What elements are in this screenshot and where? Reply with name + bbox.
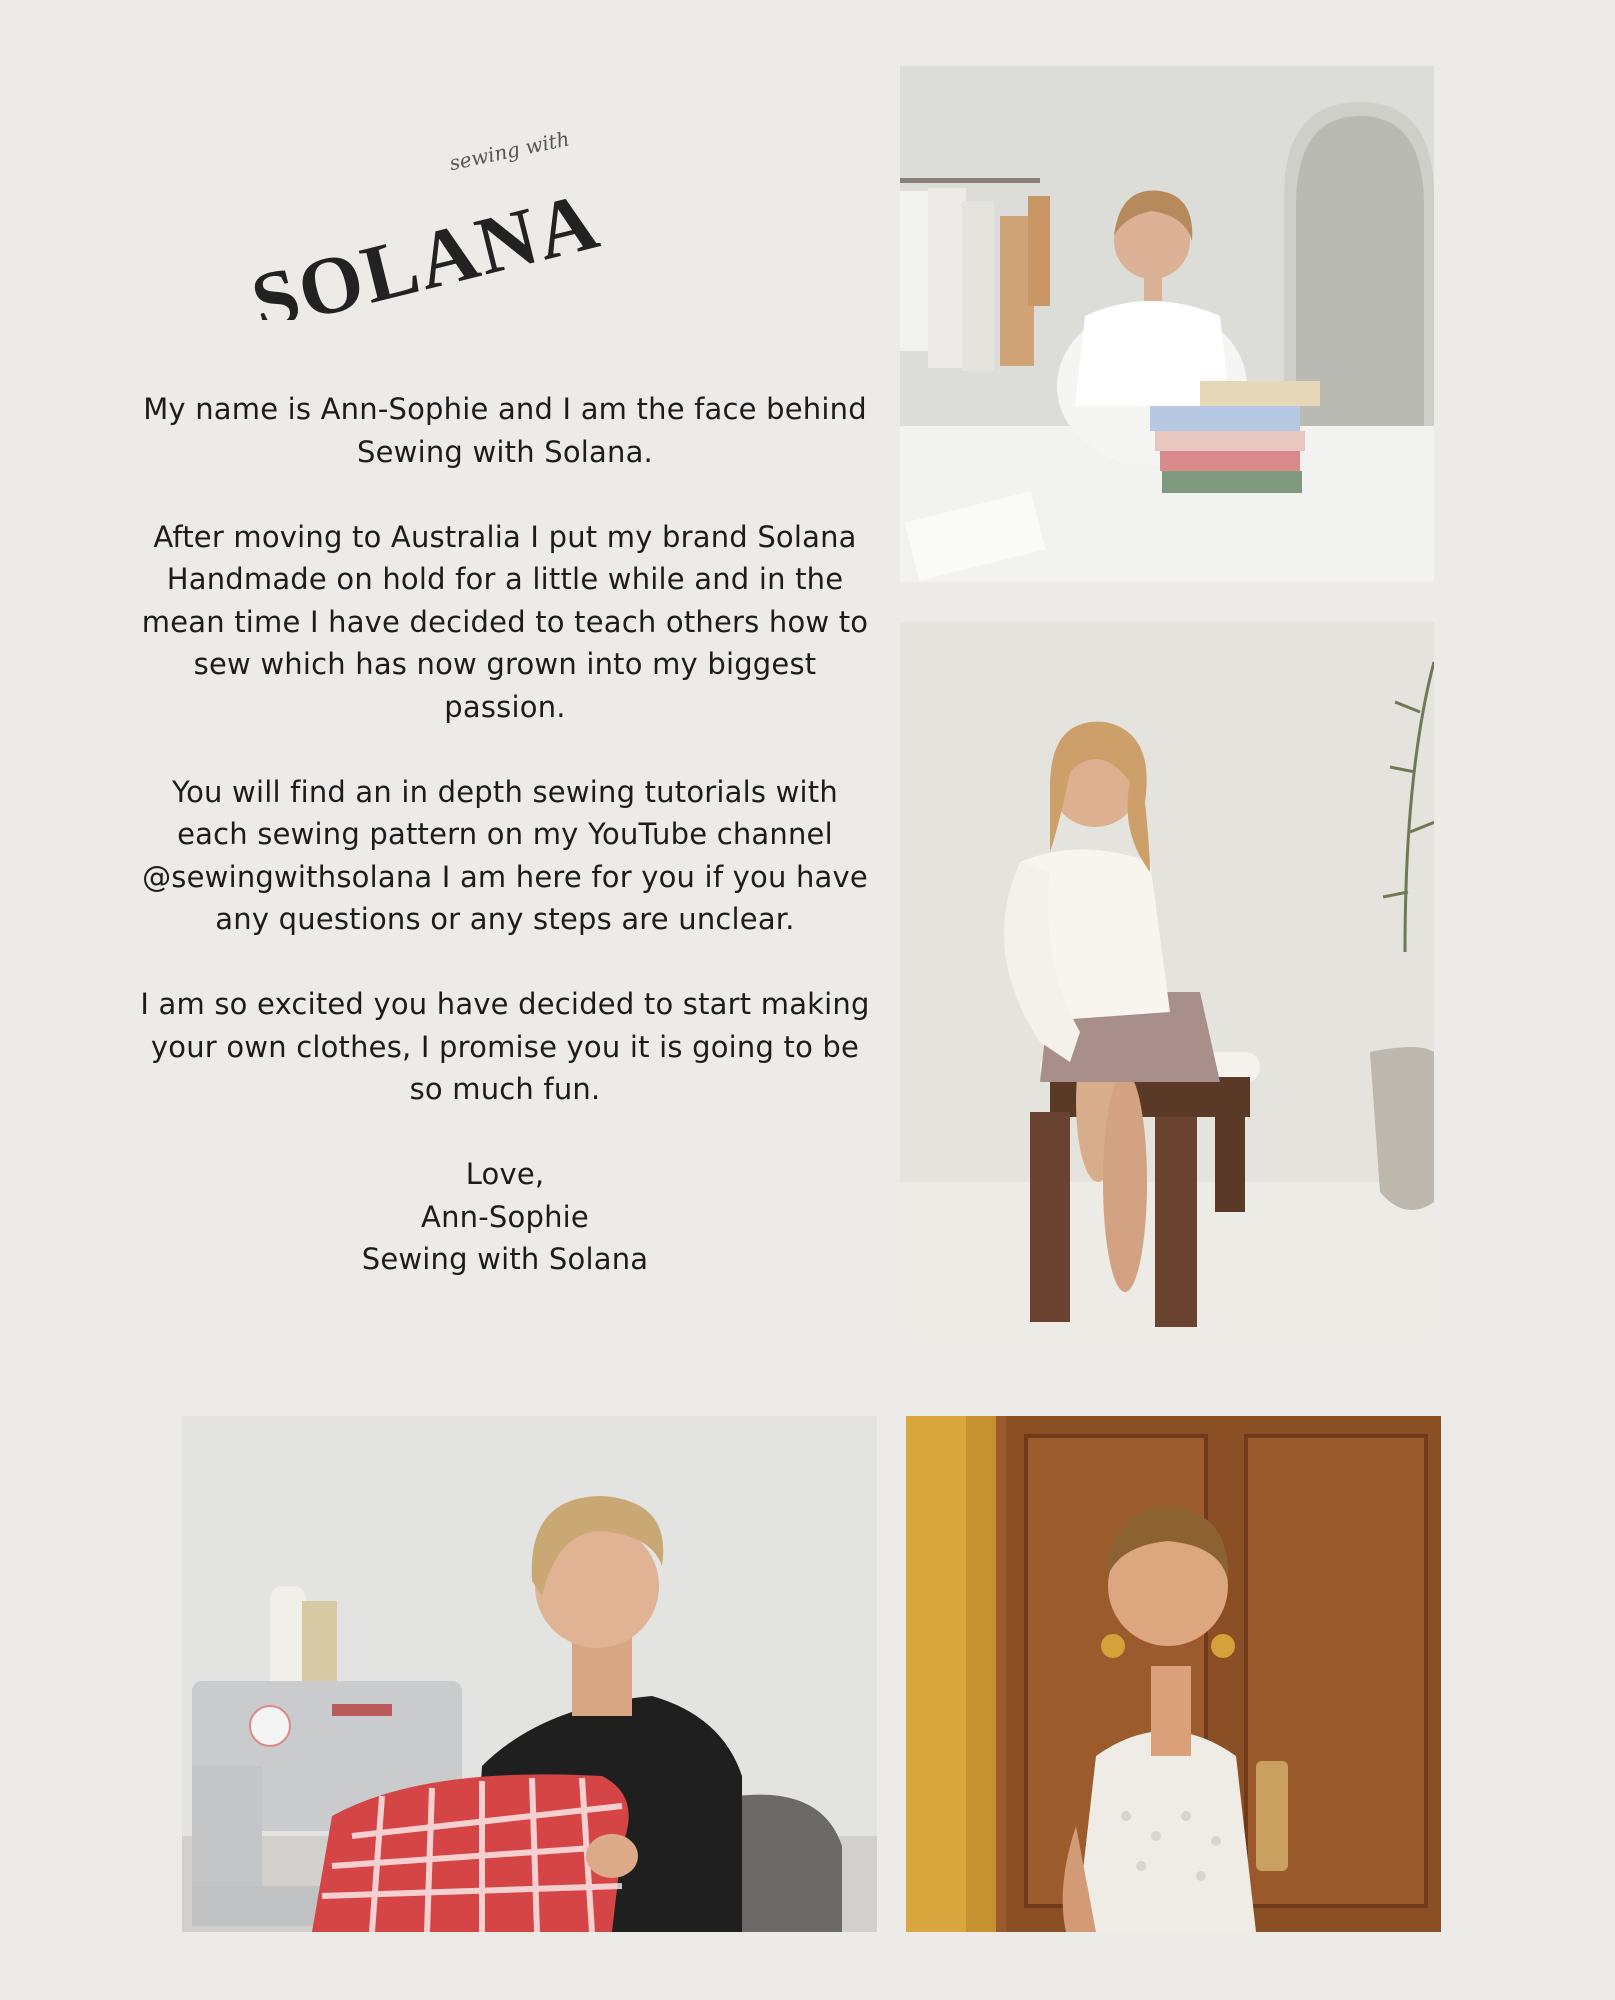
sewing-machine-photo (182, 1416, 877, 1932)
door-photo (906, 1416, 1441, 1932)
logo-tagline: sewing with (447, 126, 572, 176)
bio-paragraph-excited: I am so excited you have decided to start making your own clothes, I promise you it is going to be so much fun. (140, 987, 870, 1106)
bio-paragraph-youtube: You will find an in depth sewing tutorials with each sewing pattern on my YouTube channel @sewingwithsolana I am here for you if you have any questions or any steps are unclear. (142, 774, 868, 936)
signoff-love: Love, (465, 1157, 545, 1191)
signoff-brand: Sewing with Solana (361, 1242, 649, 1276)
signoff-name: Ann-Sophie (421, 1199, 589, 1234)
bio-paragraph-story: After moving to Australia I put my brand Solana Handmade on hold for a little while and in the mean time I have decided to teach others how to sew which has now grown into my biggest passion. (141, 519, 869, 724)
logo-brand: SOLANA (242, 174, 608, 320)
bio-text (135, 388, 875, 1281)
studio-photo (900, 66, 1434, 582)
bio-paragraph-intro: My name is Ann-Sophie and I am the face behind Sewing with Solana. (143, 392, 867, 469)
chair-photo (900, 622, 1434, 1338)
signoff (135, 1153, 875, 1281)
brand-logo (240, 120, 610, 320)
